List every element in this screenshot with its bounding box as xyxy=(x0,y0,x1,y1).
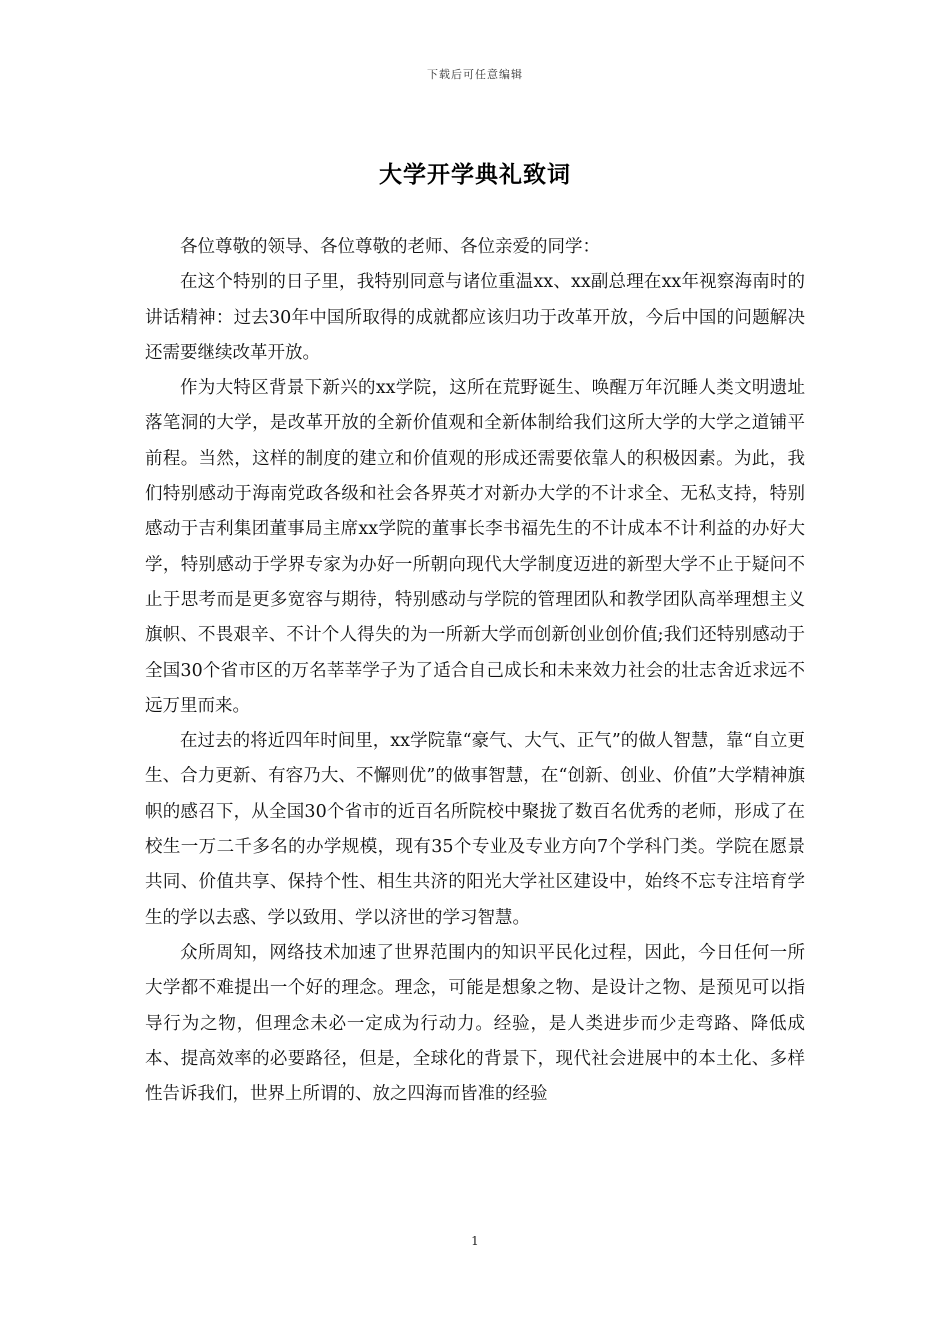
paragraph: 作为大特区背景下新兴的xx学院，这所在荒野诞生、唤醒万年沉睡人类文明遗址落笔洞的大学，是改革开放的全新价值观和全新体制给我们这所大学的大学之道铺平前程。当然，这样的制度的建立和价值观的形成还需要依靠人的积极因素。为此，我们特别感动于海南党政各级和社会各界英才对新办大学的不计求全、无私支持，特别感动于吉利集团董事局主席xx学院的董事长李书福先生的不计成本不计利益的办好大学，特别感动于学界专家为办好一所朝向现代大学制度迈进的新型大学不止于疑问不止于思考而是更多宽容与期待，特别感动与学院的管理团队和教学团队高举理想主义旗帜、不畏艰辛、不计个人得失的为一所新大学而创新创业创价值;我们还特别感动于全国30个省市区的万名莘莘学子为了适合自己成长和未来效力社会的壮志舍近求远不远万里而来。 xyxy=(145,378,805,716)
document-title: 大学开学典礼致词 xyxy=(379,161,571,188)
page-number: 1 xyxy=(471,1234,479,1248)
paragraph-salutation: 各位尊敬的领导、各位尊敬的老师、各位亲爱的同学： xyxy=(180,237,600,257)
page-header-note: 下载后可任意编辑 xyxy=(427,68,523,81)
paragraph: 众所周知，网络技术加速了世界范围内的知识平民化过程，因此，今日任何一所大学都不难提出一个好的理念。理念，可能是想象之物、是设计之物、是预见可以指导行为之物，但理念未必一定成为行动力。经验，是人类进步而少走弯路、降低成本、提高效率的必要路径，但是，全球化的背景下，现代社会进展中的本土化、多样性告诉我们，世界上所谓的、放之四海而皆准的经验 xyxy=(145,942,805,1105)
paragraph: 在过去的将近四年时间里，xx学院靠“豪气、大气、正气”的做人智慧，靠“自立更生、合力更新、有容乃大、不懈则优”的做事智慧，在“创新、创业、价值”大学精神旗帜的感召下，从全国30个省市的近百名所院校中聚拢了数百名优秀的老师，形成了在校生一万二千多名的办学规模，现有35个专业及专业方向7个学科门类。学院在愿景共同、价值共享、保持个性、相生共济的阳光大学社区建设中，始终不忘专注培育学生的学以去惑、学以致用、学以济世的学习智慧。 xyxy=(145,731,805,928)
document-body xyxy=(145,230,805,1112)
paragraph: 在这个特别的日子里，我特别同意与诸位重温xx、xx副总理在xx年视察海南时的讲话精神：过去30年中国所取得的成就都应该归功于改革开放，今后中国的问题解决还需要继续改革开放。 xyxy=(145,272,805,363)
